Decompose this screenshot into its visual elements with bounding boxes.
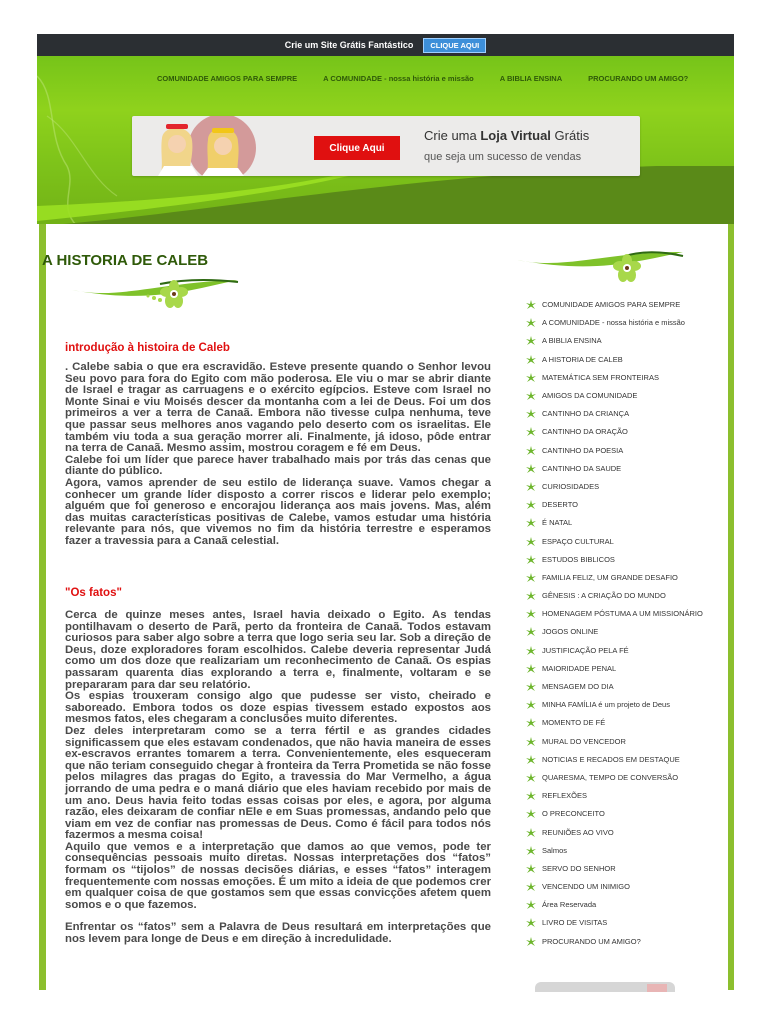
- leaf-bullet-icon: [526, 664, 536, 674]
- leaf-bullet-icon: [526, 482, 536, 492]
- ad-subtitle: que seja um sucesso de vendas: [424, 151, 582, 163]
- fatos-paragraph: Os espias trouxeram consigo algo que pudesse ser visto, cheirado e saboreado. Embora todos os doze espias tivessem estado expostos aos mesmos fatos, eles chegaram a conclusões muito diferentes.: [65, 690, 491, 726]
- intro-paragraph: . Calebe sabia o que era escravidão. Esteve presente quando o Senhor levou Seu povo para fora do Egito com mão poderosa. Ele viu o mar se abrir diante de Israel e tragar as carruagens e o exército egípcios. Esteve com Israel no Monte Sinai e viu Moisés descer da montanha com a lei de Deus. Foi um dos primeiros a ver a terra de Canaã. Embora não tivesse culpa nenhuma, teve que passar seus melhores anos vagando pelo deserto com os israelitas. Ele também viu toda a sua geração morrer ali. Finalmente, já idoso, pôde entrar na terra de Canaã. Mesmo assim, mostrou coragem e fé em Deus.: [65, 361, 491, 455]
- widget-tab: [647, 984, 667, 992]
- sidebar-item-20[interactable]: [526, 660, 706, 678]
- sidebar-item-27[interactable]: [526, 787, 706, 805]
- sidebar-item-13[interactable]: [526, 532, 706, 550]
- leaf-bullet-icon: [526, 900, 536, 910]
- sidebar-item-label[interactable]: JOGOS ONLINE: [542, 627, 599, 637]
- leaf-bullet-icon: [526, 828, 536, 838]
- sidebar-item-9[interactable]: [526, 460, 706, 478]
- sidebar-item-label[interactable]: Área Reservada: [542, 900, 597, 910]
- sidebar-item-label[interactable]: JUSTIFICAÇÃO PELA FÉ: [542, 645, 629, 655]
- main-nav: [157, 74, 688, 83]
- sidebar-widget-partial: [535, 982, 675, 992]
- sidebar-item-11[interactable]: [526, 496, 706, 514]
- sidebar-item-label[interactable]: MENSAGEM DO DIA: [542, 682, 614, 692]
- leaf-bullet-icon: [526, 409, 536, 419]
- fatos-paragraph: Dez deles interpretaram como se a terra fértil e as grandes cidades significassem que eles estavam condenados, que não havia maneira de esses ex-escravos errantes tomarem a terra. Convenientemente, eles esqueceram que não teriam conseguido chegar à fronteira da Terra Prometida se não fosse pelos milagres das pragas do Egito, a travessia do Mar Vermelho, a água jorrando de uma pedra e o maná diário que eles haviam recebido por mais de um ano. Deus havia feito todas essas coisas por eles, e agora, por alguma razão, eles deixaram de confiar nEle e em Suas promessas, andando pelo que viam em vez de confiar nas promessas de Deus. Como é fácil para todos nós fazermos a mesma coisa!: [65, 724, 491, 842]
- sidebar-item-33[interactable]: [526, 896, 706, 914]
- sidebar-item-label[interactable]: MINHA FAMÍLIA é um projeto de Deus: [542, 700, 670, 710]
- sidebar-item-label[interactable]: CURIOSIDADES: [542, 481, 600, 491]
- sidebar-menu: [526, 296, 706, 951]
- section-heading-fatos: "Os fatos": [65, 587, 122, 599]
- leaf-bullet-icon: [526, 918, 536, 928]
- sidebar-item-label[interactable]: HOMENAGEM PÓSTUMA A UM MISSIONÁRIO: [542, 609, 703, 619]
- promo-bar: [37, 34, 734, 56]
- sidebar-item-10[interactable]: [526, 478, 706, 496]
- sidebar-item-label[interactable]: ESPAÇO CULTURAL: [542, 536, 614, 546]
- sidebar-item-22[interactable]: [526, 696, 706, 714]
- sidebar-item-21[interactable]: [526, 678, 706, 696]
- leaf-bullet-icon: [526, 846, 536, 856]
- leaf-bullet-icon: [526, 500, 536, 510]
- leaf-bullet-icon: [526, 609, 536, 619]
- fatos-paragraph: Cerca de quinze meses antes, Israel havia deixado o Egito. As tendas pontilhavam o deserto de Parã, perto da fronteira de Canaã. Todos estavam curiosos para saber algo sobre a terra que logo seria seu lar. Sob a direção de Deus, doze exploradores foram escolhidos. Calebe deveria representar Judá como um dos doze que realizariam um reconhecimento de Canaã. Os espias passaram quarenta dias explorando a terra e, finalmente, voltaram e se prepararam para dar seu relatório.: [65, 609, 491, 691]
- leaf-bullet-icon: [526, 737, 536, 747]
- sidebar-item-label[interactable]: LIVRO DE VISITAS: [542, 918, 608, 928]
- sidebar-item-24[interactable]: [526, 733, 706, 751]
- leaf-bullet-icon: [526, 373, 536, 383]
- sidebar-item-label[interactable]: CANTINHO DA ORAÇÃO: [542, 427, 628, 437]
- page-title: A HISTORIA DE CALEB: [42, 252, 209, 269]
- sidebar-item-label[interactable]: FAMILIA FELIZ, UM GRANDE DESAFIO: [542, 572, 678, 582]
- site-header: [37, 56, 734, 236]
- sidebar-item-label[interactable]: REUNIÕES AO VIVO: [542, 827, 614, 837]
- section-heading-intro: introdução à histoira de Caleb: [65, 342, 230, 354]
- sidebar-item-label[interactable]: VENCENDO UM INIMIGO: [542, 882, 630, 892]
- leaf-bullet-icon: [526, 864, 536, 874]
- sidebar-item-label[interactable]: Salmos: [542, 845, 568, 855]
- sidebar-flower-decoration: [515, 248, 685, 288]
- right-border: [728, 224, 734, 990]
- sidebar-item-3[interactable]: [526, 351, 706, 369]
- sidebar-item-25[interactable]: [526, 751, 706, 769]
- sidebar-item-31[interactable]: [526, 860, 706, 878]
- sidebar-item-26[interactable]: [526, 769, 706, 787]
- leaf-bullet-icon: [526, 300, 536, 310]
- sidebar-item-label[interactable]: A COMUNIDADE - nossa história e missão: [542, 318, 685, 328]
- title-flower-decoration: [70, 274, 240, 314]
- sidebar-item-28[interactable]: [526, 805, 706, 823]
- leaf-bullet-icon: [526, 518, 536, 528]
- sidebar-item-label[interactable]: GÊNESIS : A CRIAÇÃO DO MUNDO: [542, 591, 666, 601]
- ad-banner-loja-virtual[interactable]: [132, 116, 640, 176]
- sidebar-item-23[interactable]: [526, 714, 706, 732]
- fatos-text: [65, 610, 491, 946]
- sidebar-item-label[interactable]: QUARESMA, TEMPO DE CONVERSÃO: [542, 772, 679, 782]
- leaf-bullet-icon: [526, 555, 536, 565]
- clique-aqui-button[interactable]: CLIQUE AQUI: [423, 38, 486, 53]
- sidebar-item-17[interactable]: [526, 605, 706, 623]
- sidebar-item-29[interactable]: [526, 823, 706, 841]
- left-border: [39, 224, 46, 990]
- sidebar-item-12[interactable]: [526, 514, 706, 532]
- sidebar-item-35[interactable]: [526, 933, 706, 951]
- sidebar-item-14[interactable]: [526, 551, 706, 569]
- leaf-bullet-icon: [526, 809, 536, 819]
- sidebar-item-label[interactable]: MURAL DO VENCEDOR: [542, 736, 626, 746]
- leaf-bullet-icon: [526, 773, 536, 783]
- sidebar-item-16[interactable]: [526, 587, 706, 605]
- intro-paragraph: Agora, vamos aprender de seu estilo de liderança suave. Vamos chegar a conhecer um grande líder disposto a correr riscos e liderar pelo exemplo; alguém que foi generoso e encorajou liderança aos mais jovens. Mas, além das muitas características positivas de Calebe, vamos estudar uma história relevante para nós, que vivemos no fim da história terrestre e esperamos fazer a travessia para a Canaã celestial.: [65, 476, 491, 547]
- leaf-bullet-icon: [526, 355, 536, 365]
- leaf-bullet-icon: [526, 882, 536, 892]
- sidebar-item-label[interactable]: ESTUDOS BIBLICOS: [542, 554, 615, 564]
- leaf-bullet-icon: [526, 591, 536, 601]
- sidebar-item-0[interactable]: [526, 296, 706, 314]
- leaf-bullet-icon: [526, 755, 536, 765]
- sidebar-item-7[interactable]: [526, 423, 706, 441]
- sidebar-item-label[interactable]: AMIGOS DA COMUNIDADE: [542, 391, 638, 401]
- intro-paragraph: Calebe foi um líder que parece haver trabalhado mais por trás das cenas que diante do público.: [65, 453, 491, 478]
- sidebar-item-18[interactable]: [526, 623, 706, 641]
- sidebar-item-32[interactable]: [526, 878, 706, 896]
- sidebar-list: [526, 296, 706, 951]
- sidebar-item-label[interactable]: MAIORIDADE PENAL: [542, 663, 617, 673]
- sidebar-item-label[interactable]: A BIBLIA ENSINA: [542, 336, 602, 346]
- leaf-bullet-icon: [526, 718, 536, 728]
- sidebar-item-label[interactable]: MATEMÁTICA SEM FRONTEIRAS: [542, 372, 659, 382]
- sidebar-item-label[interactable]: REFLEXÕES: [542, 791, 588, 801]
- leaf-bullet-icon: [526, 646, 536, 656]
- leaf-bullet-icon: [526, 573, 536, 583]
- sidebar-item-15[interactable]: [526, 569, 706, 587]
- sidebar-item-label[interactable]: A HISTORIA DE CALEB: [542, 354, 623, 364]
- ad-title: [424, 128, 589, 143]
- sidebar-item-label[interactable]: É NATAL: [542, 518, 573, 528]
- leaf-bullet-icon: [526, 446, 536, 456]
- sidebar-item-5[interactable]: [526, 387, 706, 405]
- sidebar-item-label[interactable]: NOTICIAS E RECADOS EM DESTAQUE: [542, 754, 680, 764]
- promo-text: Crie um Site Grátis Fantástico: [284, 40, 414, 50]
- final-paragraph: Enfrentar os “fatos” sem a Palavra de Deus resultará em interpretações que nos levem para longe de Deus e em direção à incredulidade.: [65, 921, 491, 946]
- leaf-bullet-icon: [526, 318, 536, 328]
- sidebar-item-8[interactable]: [526, 442, 706, 460]
- sidebar-item-6[interactable]: [526, 405, 706, 423]
- ad-clique-aqui-button[interactable]: Clique Aqui: [314, 136, 400, 160]
- sidebar-item-label[interactable]: MOMENTO DE FÉ: [542, 718, 606, 728]
- ad-title-prefix: Crie uma: [424, 128, 481, 143]
- sidebar-item-34[interactable]: [526, 914, 706, 932]
- nav-item-biblia-ensina[interactable]: A BIBLIA ENSINA: [499, 74, 563, 83]
- sidebar-item-19[interactable]: [526, 642, 706, 660]
- sidebar-item-label[interactable]: DESERTO: [542, 500, 578, 510]
- nav-item-procurando-amigo[interactable]: PROCURANDO UM AMIGO?: [588, 74, 689, 83]
- sidebar-item-label[interactable]: CANTINHO DA POESIA: [542, 445, 624, 455]
- leaf-bullet-icon: [526, 700, 536, 710]
- leaf-bullet-icon: [526, 937, 536, 947]
- leaf-bullet-icon: [526, 391, 536, 401]
- ad-title-bold: Loja Virtual: [480, 128, 551, 143]
- nav-item-a-comunidade[interactable]: A COMUNIDADE - nossa história e missão: [323, 74, 474, 83]
- leaf-bullet-icon: [526, 427, 536, 437]
- ad-title-suffix: Grátis: [550, 128, 590, 143]
- sidebar-item-4[interactable]: [526, 369, 706, 387]
- leaf-bullet-icon: [526, 336, 536, 346]
- fatos-paragraph: Aquilo que vemos e a interpretação que damos ao que vemos, pode ter consequências pessoais muito diretas. Nossas interpretações dos “fatos” formam os “tijolos” de nossas decisões diárias, e esses “fatos” interagem frequentemente com nossas emoções. É um mito a ideia de que podemos crer em qualquer coisa de que gostamos sem que essas convicções afetem quem somos e o que fazemos.: [65, 840, 491, 911]
- nav-item-comunidade-amigos[interactable]: COMUNIDADE AMIGOS PARA SEMPRE: [157, 74, 298, 83]
- leaf-bullet-icon: [526, 682, 536, 692]
- leaf-bullet-icon: [526, 464, 536, 474]
- sidebar-item-label[interactable]: O PRECONCEITO: [542, 809, 605, 819]
- intro-text: [65, 362, 491, 548]
- sidebar-item-label[interactable]: PROCURANDO UM AMIGO?: [542, 936, 641, 946]
- sidebar-item-30[interactable]: [526, 842, 706, 860]
- sidebar-item-2[interactable]: [526, 332, 706, 350]
- sidebar-item-label[interactable]: SERVO DO SENHOR: [542, 863, 616, 873]
- ad-photo-two-women: [142, 116, 282, 176]
- leaf-bullet-icon: [526, 537, 536, 547]
- sidebar-item-label[interactable]: COMUNIDADE AMIGOS PARA SEMPRE: [542, 300, 681, 310]
- leaf-bullet-icon: [526, 791, 536, 801]
- sidebar-item-label[interactable]: CANTINHO DA CRIANÇA: [542, 409, 630, 419]
- sidebar-item-1[interactable]: [526, 314, 706, 332]
- leaf-bullet-icon: [526, 627, 536, 637]
- sidebar-item-label[interactable]: CANTINHO DA SAUDE: [542, 463, 622, 473]
